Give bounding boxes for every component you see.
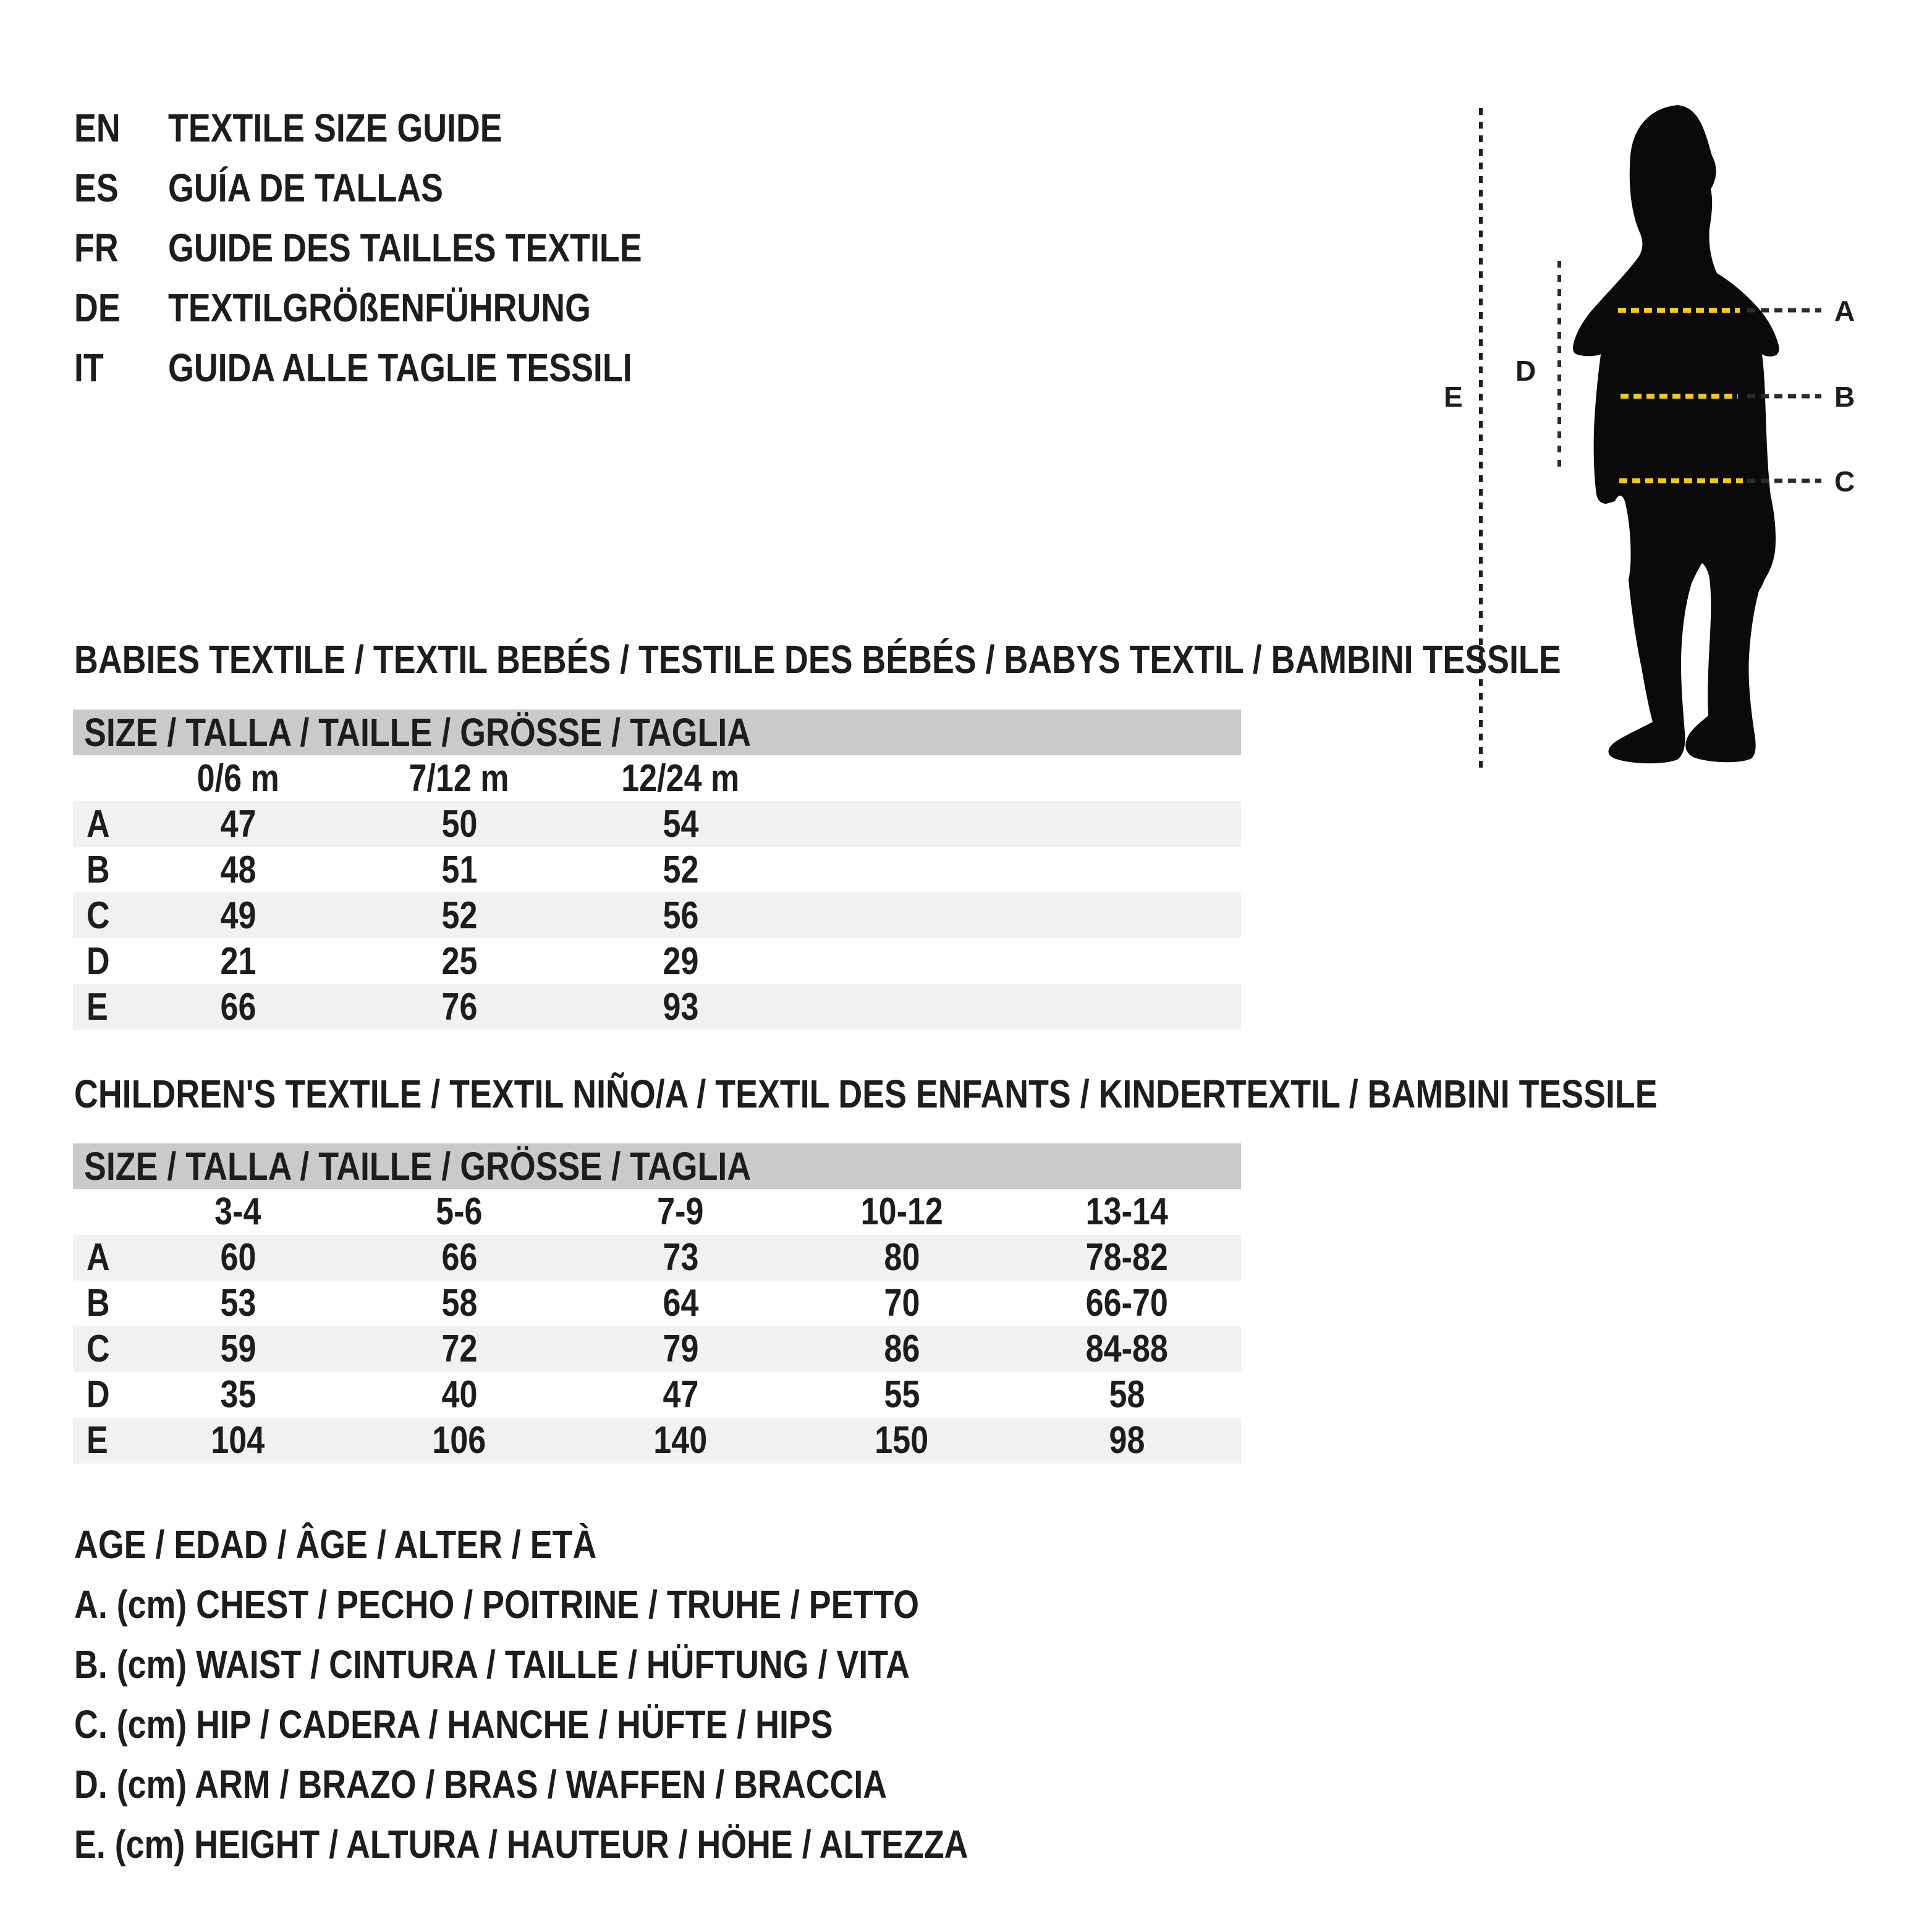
- corner-cell: [73, 755, 127, 801]
- column-header: 3-4: [214, 1190, 261, 1233]
- table-cell: 70: [884, 1281, 920, 1324]
- row-label: A: [87, 1235, 110, 1279]
- table-cell: 47: [220, 802, 256, 845]
- table-cell: 21: [220, 939, 256, 983]
- table-cell: 55: [884, 1373, 920, 1416]
- table-cell: 72: [441, 1327, 477, 1370]
- measure-label-e: E: [1444, 381, 1463, 413]
- language-row-it: [74, 337, 732, 397]
- language-row-es: [74, 158, 732, 218]
- page-title-es: GUÍA DE TALLAS: [168, 165, 443, 210]
- table-cell: 86: [884, 1327, 920, 1370]
- column-header: 5-6: [436, 1190, 483, 1233]
- table-cell: 52: [441, 894, 477, 937]
- table-row-b: [73, 1281, 1241, 1326]
- table-cell: 58: [441, 1281, 477, 1324]
- table-cell: 25: [441, 939, 477, 983]
- legend-age: AGE / EDAD / ÂGE / ALTER / ETÀ: [74, 1522, 597, 1567]
- table-cell: 53: [220, 1281, 256, 1324]
- column-header: 7-9: [657, 1190, 704, 1233]
- table-cell: 76: [441, 985, 477, 1028]
- legend-height: E. (cm) HEIGHT / ALTURA / HAUTEUR / HÖHE / ALTEZZA: [74, 1821, 968, 1866]
- legend-waist: B. (cm) WAIST / CINTURA / TAILLE / HÜFTUNG / VITA: [74, 1642, 910, 1687]
- table-row-c: [73, 892, 1241, 938]
- measure-label-b: B: [1834, 381, 1855, 413]
- column-header: 0/6 m: [197, 756, 279, 800]
- language-row-de: [74, 278, 732, 337]
- table-cell: 66: [220, 985, 256, 1028]
- table-cell: 56: [663, 894, 698, 937]
- table-cell: 51: [441, 848, 477, 891]
- table-row-a: [73, 1235, 1241, 1281]
- table-cell: 35: [220, 1373, 256, 1416]
- language-code: FR: [74, 225, 119, 270]
- table-row-c: [73, 1326, 1241, 1372]
- table-cell: 49: [220, 894, 256, 937]
- language-row-en: [74, 98, 732, 158]
- table-cell: 73: [663, 1235, 698, 1279]
- table-cell: 52: [663, 848, 698, 891]
- table-cell: 29: [663, 939, 698, 983]
- measure-label-d: D: [1515, 355, 1536, 387]
- table-cell: 106: [432, 1418, 486, 1462]
- row-label: B: [87, 1281, 110, 1324]
- page-title-it: GUIDA ALLE TAGLIE TESSILI: [168, 345, 632, 390]
- babies-size-table: [73, 710, 1241, 1030]
- corner-cell: [73, 1189, 127, 1234]
- table-cell: 78-82: [1085, 1235, 1168, 1279]
- legend-arm: D. (cm) ARM / BRAZO / BRAS / WAFFEN / BRACCIA: [74, 1761, 888, 1807]
- page-title-fr: GUIDE DES TAILLES TEXTILE: [168, 225, 642, 270]
- children-size-table: [73, 1143, 1241, 1464]
- language-code: EN: [74, 105, 121, 150]
- table-cell: 54: [663, 802, 698, 845]
- column-header: 7/12 m: [409, 756, 510, 800]
- table-cell: 59: [220, 1327, 256, 1370]
- children-column-header-row: [73, 1189, 1241, 1235]
- table-row-b: [73, 847, 1241, 892]
- table-cell: 140: [653, 1418, 708, 1462]
- table-cell: 66: [441, 1235, 477, 1279]
- table-row-d: [73, 938, 1241, 984]
- measurement-figure: [1421, 74, 1932, 816]
- row-label: E: [87, 1418, 108, 1462]
- table-cell: 150: [875, 1418, 929, 1462]
- language-code: DE: [74, 285, 121, 330]
- column-header: 10-12: [860, 1190, 943, 1233]
- column-header: 12/24 m: [621, 756, 740, 800]
- table-cell: 50: [441, 802, 477, 845]
- table-cell: 60: [220, 1235, 256, 1279]
- column-header: 13-14: [1085, 1190, 1168, 1233]
- babies-column-header-row: [73, 755, 1241, 801]
- table-row-a: [73, 801, 1241, 847]
- table-cell: 48: [220, 848, 256, 891]
- language-row-fr: [74, 218, 732, 278]
- measurement-legend: [74, 1514, 1138, 1874]
- babies-table-header: SIZE / TALLA / TAILLE / GRÖSSE / TAGLIA: [73, 710, 1241, 755]
- table-cell: 40: [441, 1373, 477, 1416]
- language-code: ES: [74, 165, 119, 210]
- table-row-d: [73, 1372, 1241, 1418]
- babies-section-title: BABIES TEXTILE / TEXTIL BEBÉS / TESTILE DES BÉBÉS / BABYS TEXTIL / BAMBINI TESSILE: [74, 637, 1561, 682]
- row-label: E: [87, 985, 108, 1028]
- row-label: D: [87, 939, 110, 983]
- legend-hip: C. (cm) HIP / CADERA / HANCHE / HÜFTE / HIPS: [74, 1701, 833, 1747]
- page-title-en: TEXTILE SIZE GUIDE: [168, 105, 502, 150]
- table-cell: 93: [663, 985, 698, 1028]
- table-cell: 98: [1109, 1418, 1145, 1462]
- measure-label-c: C: [1834, 465, 1855, 498]
- table-cell: 47: [663, 1373, 698, 1416]
- table-cell: 104: [211, 1418, 265, 1462]
- table-row-e: [73, 984, 1241, 1030]
- children-section-title: CHILDREN'S TEXTILE / TEXTIL NIÑO/A / TEXTIL DES ENFANTS / KINDERTEXTIL / BAMBINI TESSILE: [74, 1072, 1658, 1116]
- table-cell: 80: [884, 1235, 920, 1279]
- table-cell: 79: [663, 1327, 698, 1370]
- measure-label-a: A: [1834, 295, 1855, 327]
- table-cell: 84-88: [1085, 1327, 1168, 1370]
- table-cell: 64: [663, 1281, 698, 1324]
- row-label: A: [87, 802, 110, 845]
- page-title-de: TEXTILGRÖßENFÜHRUNG: [168, 285, 591, 330]
- language-code: IT: [74, 345, 104, 390]
- row-label: D: [87, 1373, 110, 1416]
- table-cell: 58: [1109, 1373, 1145, 1416]
- row-label: C: [87, 894, 110, 937]
- row-label: C: [87, 1327, 110, 1370]
- children-table-header: SIZE / TALLA / TAILLE / GRÖSSE / TAGLIA: [73, 1143, 1241, 1189]
- table-row-e: [73, 1418, 1241, 1464]
- legend-chest: A. (cm) CHEST / PECHO / POITRINE / TRUHE / PETTO: [74, 1582, 920, 1627]
- table-cell: 66-70: [1085, 1281, 1168, 1324]
- language-title-block: [74, 98, 732, 397]
- row-label: B: [87, 848, 110, 891]
